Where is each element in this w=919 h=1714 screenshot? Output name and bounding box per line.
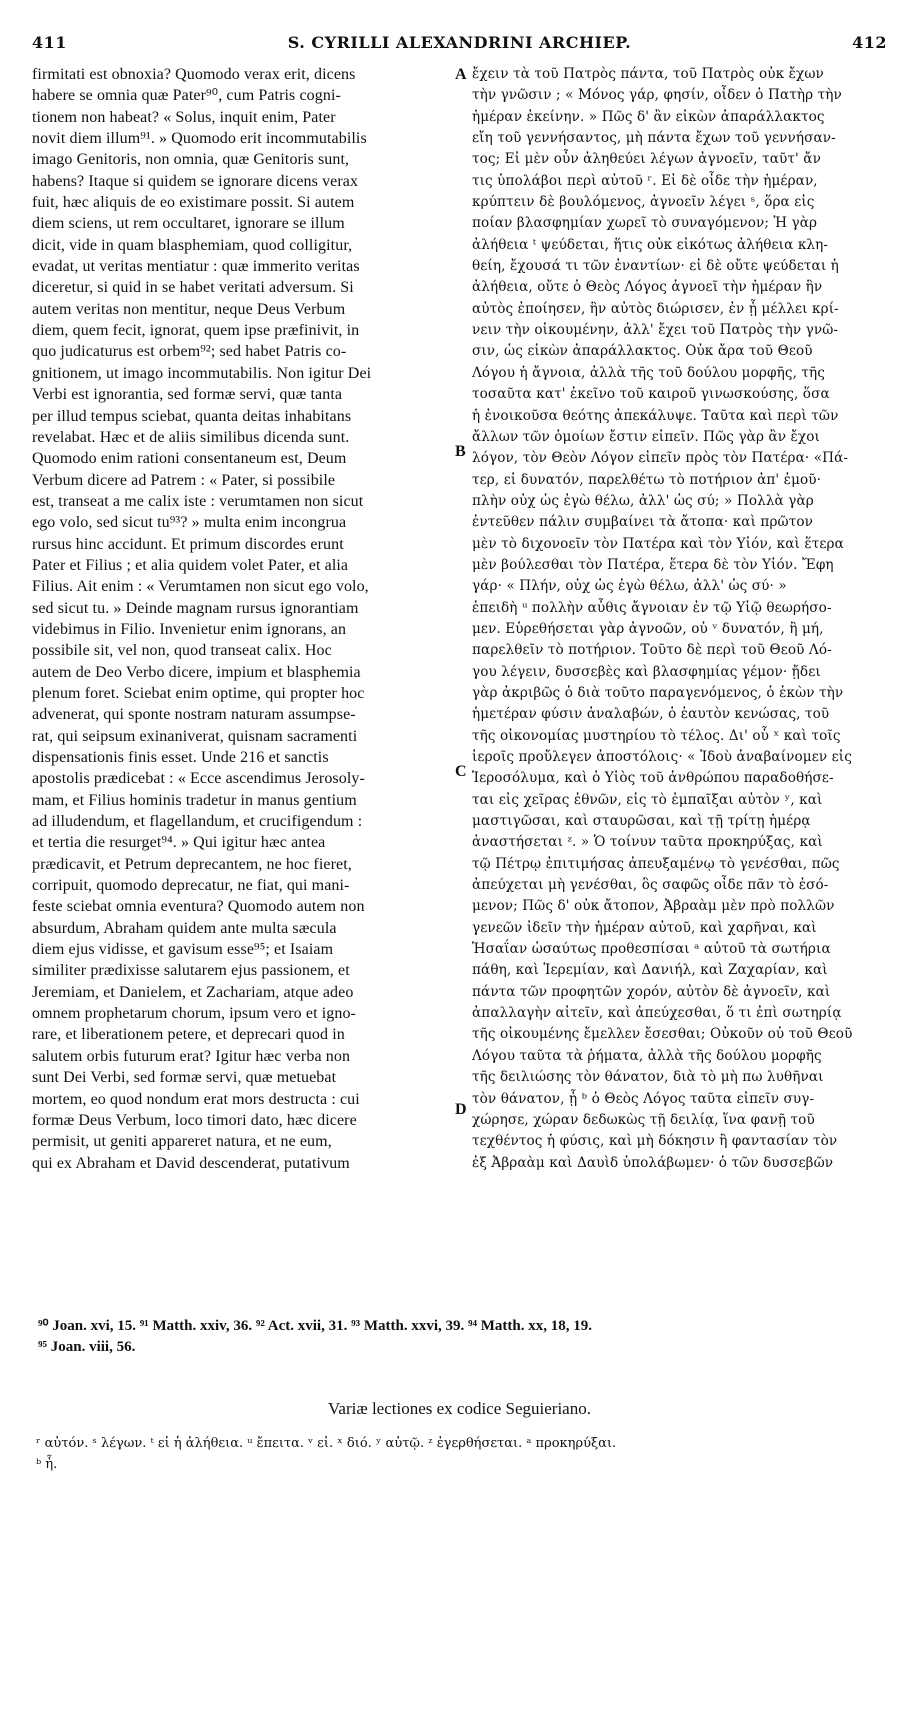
latin-text-line: mortem, eo quod nondum erat mors destructa : cui <box>32 1090 360 1108</box>
greek-text-line: τὸν θάνατον, ᾗ ᵇ ὁ Θεὸς Λόγος ταῦτα εἰπεῖν συγ- <box>472 1090 815 1107</box>
greek-text-line: γενεῶν ἰδεῖν τὴν ἡμέραν αὐτοῦ, καὶ χαρῆναι, καὶ <box>472 919 817 936</box>
greek-text-line: νειν τὴν οἰκουμένην, ἀλλ' ἔχει τοῦ Πατρὸς τὴν γνῶ- <box>472 322 839 339</box>
greek-text-line: ἀπεύχεται μὴ γενέσθαι, ὃς σαφῶς οἶδε πᾶν τὸ ἐσό- <box>472 877 829 894</box>
greek-text-line: ἀλήθεια, οὔτε ὁ Θεὸς Λόγος ἀγνοεῖ τὴν ἡμέραν ἣν <box>472 279 823 296</box>
latin-text-line: feste sciebat omnia eventura? Quomodo autem non <box>32 898 365 916</box>
greek-text-line: γὰρ ἀκριβῶς ὁ διὰ τοῦτο παραγενόμενος, ὁ ἑκὼν τὴν <box>472 684 844 701</box>
latin-text-line: diem ejus vidisse, et gavisum esse⁹⁵; et Isaiam <box>32 941 334 959</box>
latin-text-line: corripuit, quomodo deprecatur, ne fiat, qui mani- <box>32 877 350 895</box>
greek-text-line: μὲν βούλεσθαι τὸν Πατέρα, ἕτερα δὲ τὸν Υἱόν. Ἔφη <box>472 556 834 573</box>
greek-text-line: μενον; Πῶς δ' οὐκ ἄτοπον, Ἀβραὰμ μὲν πρὸ πολλῶν <box>472 898 835 915</box>
greek-text-line: τῆς οἰκονομίας μυστηρίου τὸ τέλος. Δι' οὗ ˣ καὶ τοῖς <box>472 727 841 744</box>
latin-text-line: ego volo, sed sicut tu⁹³? » multa enim incongrua <box>32 514 347 532</box>
greek-text-line: τῆς οἰκουμένης ἔμελλεν ἔσεσθαι; Οὐκοῦν οὐ τοῦ Θεοῦ <box>472 1026 853 1043</box>
page-number-right: 412 <box>852 33 887 52</box>
greek-text-line: ἔχειν τὰ τοῦ Πατρὸς πάντα, τοῦ Πατρὸς οὐκ ἔχων <box>472 66 824 82</box>
greek-text-line: παρελθεῖν τὸ ποτήριον. Τοῦτο δὲ περὶ τοῦ Θεοῦ Λό- <box>472 642 832 659</box>
greek-text-line: ἐντεῦθεν πάλιν συμβαίνει τὰ ἄτοπα· καὶ πρῶτον <box>472 514 814 531</box>
latin-text-line: rursus hinc accidunt. Et primum discordes erunt <box>32 535 344 553</box>
latin-text-line: evadat, ut veritas mentiatur : quæ immerito veritas <box>32 258 360 276</box>
greek-text-line: λόγον, τὸν Θεὸν Λόγον εἰπεῖν πρὸς τὸν Πατέρα· «Πά- <box>472 450 849 467</box>
greek-text-line: χώρησε, χώραν δεδωκὼς τῇ δειλίᾳ, ἵνα φανῇ τοῦ <box>472 1111 815 1128</box>
latin-text-line: omnem prophetarum chorum, ipsum vero et igno- <box>32 1005 356 1023</box>
latin-text-line: advenerat, qui sponte nostram naturam assumpse- <box>32 706 356 724</box>
latin-text-line: sed sicut tu. » Deinde magnam rursus ignorantiam <box>32 599 359 617</box>
latin-text-line: videbimus in Filio. Invenietur enim ignorans, an <box>32 620 347 638</box>
latin-text-line: imago Genitoris, non omnia, quæ Genitoris sunt, <box>32 151 350 169</box>
greek-text-line: τῆς δειλιώσης τὸν θάνατον, διὰ τὸ μὴ πω λυθῆναι <box>472 1069 824 1086</box>
latin-text-line: rare, et liberationem petere, et deprecari quod in <box>32 1026 345 1044</box>
greek-text-line: πάθη, καὶ Ἱερεμίαν, καὶ Δανιήλ, καὶ Ζαχαρίαν, καὶ <box>472 962 828 979</box>
footnote-line: ⁹⁰ Joan. xvi, 15. ⁹¹ Matth. xxiv, 36. ⁹² Act. xvii, 31. ⁹³ Matth. xxvi, 39. ⁹⁴ Matth. xx, 18, 19. <box>38 1318 592 1334</box>
greek-text-line: γάρ· « Πλήν, οὐχ ὡς ἐγὼ θέλω, ἀλλ' ὡς σύ· » <box>472 578 787 595</box>
greek-text-line: πλὴν οὐχ ὡς ἐγὼ θέλω, ἀλλ' ὡς σύ; » Πολλὰ γὰρ <box>472 492 814 509</box>
greek-text-line: ποίαν βλασφημίαν χωρεῖ τὸ συναγόμενον; Ἡ γὰρ <box>472 215 818 232</box>
latin-text-line: Jeremiam, et Danielem, et Zachariam, atque adeo <box>32 983 354 1001</box>
latin-text-line: et tertia die resurget⁹⁴. » Qui igitur hæc antea <box>32 834 326 852</box>
greek-text-line: μαστιγῶσαι, καὶ σταυρῶσαι, καὶ τῇ τρίτῃ ἡμέρᾳ <box>472 813 811 830</box>
greek-text-line: σιν, ὡς εἰκὼν ἀπαράλλακτος. Οὐκ ἄρα τοῦ Θεοῦ <box>472 343 813 360</box>
margin-letter-d: D <box>455 1101 467 1118</box>
latin-text-line: novit diem illum⁹¹. » Quomodo erit incommutabilis <box>32 130 367 148</box>
greek-text-line: μὲν τὸ διχονοεῖν τὸν Πατέρα καὶ τὸν Υἱόν, καὶ ἕτερα <box>472 535 844 552</box>
greek-text-line: ἐπειδὴ ᵘ πολλὴν αὖθις ἄγνοιαν ἐν τῷ Υἱῷ θεωρήσο- <box>472 599 832 616</box>
latin-text-line: dispensationis finis esset. Unde 216 et sanctis <box>32 749 329 766</box>
margin-letter-a: A <box>455 66 467 83</box>
latin-text-line: dicit, vide in quam blasphemiam, quod colligitur, <box>32 236 353 254</box>
footnote-references <box>38 1316 888 1358</box>
greek-text-line: ἡ ἐνοικοῦσα θεότης ἀπεκάλυψε. Ταῦτα καὶ περὶ τῶν <box>472 407 839 424</box>
greek-text-line: Ἡσαΐαν ὡσαύτως προθεσπίσαι ᵃ αὐτοῦ τὰ σωτήρια <box>472 941 831 958</box>
latin-text-line: fuit, hæc aliquis de eo existimare possit. Si autem <box>32 194 355 212</box>
greek-text-line: ἐξ Ἀβραὰμ καὶ Δαυὶδ ὑπολάβωμεν· ὁ τῶν δυσσεβῶν <box>472 1154 834 1171</box>
greek-text-line: τος; Εἰ μὲν οὖν ἀληθεύει λέγων ἀγνοεῖν, ταῦτ' ἄν <box>472 151 821 168</box>
greek-text-line: ἡμέραν ἐκείνην. » Πῶς δ' ἂν εἰκὼν ἀπαράλλακτος <box>472 108 825 125</box>
greek-text-line: ἡμετέραν φύσιν ἀναλαβών, ὁ ἑαυτὸν κενώσας, τοῦ <box>472 706 830 723</box>
latin-text-line: gnitionem, ut imago incommutabilis. Non igitur Dei <box>32 364 372 382</box>
greek-text-line: Ἱεροσόλυμα, καὶ ὁ Υἱὸς τοῦ ἀνθρώπου παραδοθήσε- <box>472 770 834 787</box>
greek-text-line: τοσαῦτα κατ' ἐκεῖνο τοῦ καιροῦ γινωσκούσης, ὅσα <box>472 386 830 403</box>
greek-text-line: αὐτὸς ἐποίησεν, ἣν αὐτὸς διώρισεν, ἐν ᾗ μέλλει κρί- <box>472 300 839 317</box>
latin-text-line: diceretur, si quid in se habet veritati adversum. Si <box>32 279 354 297</box>
latin-text-line: Filius. Ait enim : « Verumtamen non sicut ego volo, <box>32 578 369 596</box>
variae-lectiones-title: Variæ lectiones ex codice Seguieriano. <box>328 1399 591 1418</box>
latin-text-line: est, transeat a me calix iste : verumtamen non sicut <box>32 492 364 510</box>
greek-text-line: ται εἰς χεῖρας ἐθνῶν, εἰς τὸ ἐμπαῖξαι αὐτὸν ʸ, καὶ <box>472 791 823 808</box>
margin-letter-c: C <box>455 763 467 780</box>
latin-text-line: habere se omnia quæ Pater⁹⁰, cum Patris cogni- <box>32 87 341 105</box>
latin-text-line: ad illudendum, et flagellandum, et crucifigendum : <box>32 813 363 831</box>
greek-text-line: γου λέγειν, δυσσεβὲς καὶ βλασφημίας γέμον· ᾔδει <box>472 663 821 680</box>
greek-text-line: ἀπαλλαγὴν αἰτεῖν, καὶ ἀπεύχεσθαι, ὅ τι ἐπὶ σωτηρίᾳ <box>472 1005 842 1022</box>
latin-text-line: Pater et Filius ; et alia quidem volet Pater, et alia <box>32 556 349 574</box>
latin-text-line: similiter prædixisse salutarem ejus passionem, et <box>32 962 350 980</box>
latin-text-line: firmitati est obnoxia? Quomodo verax erit, dicens <box>32 66 356 83</box>
greek-text-line: τερ, εἰ δυνατόν, παρελθέτω τὸ ποτήριον ἀπ' ἐμοῦ· <box>472 471 822 488</box>
latin-text-line: salutem orbis futurum erat? Igitur hæc verba non <box>32 1047 351 1065</box>
latin-text-line: Quomodo enim rationi consentaneum est, Deum <box>32 450 347 468</box>
latin-text-line: mam, et Filius hominis tradetur in manus gentium <box>32 791 357 809</box>
latin-text-line: autem de Deo Verbo dicere, impium et blasphemia <box>32 663 361 681</box>
greek-text-line: μεν. Εὑρεθήσεται γὰρ ἀγνοῶν, οὐ ᵛ δυνατόν, ἢ μή, <box>472 620 824 637</box>
latin-text-line: formæ Deus Verbum, loco timori dato, hæc dicere <box>32 1111 357 1129</box>
greek-text-line: πάντα τῶν προφητῶν χορόν, αὐτὸν δὲ ἀγνοεῖν, καὶ <box>472 983 831 1000</box>
greek-text-line: ἄλλων τῶν ὁμοίων ἔστιν εἰπεῖν. Πῶς γὰρ ἂν ἔχοι <box>472 428 820 445</box>
latin-text-line: per illud tempus sciebat, quanta deitas inhabitans <box>32 407 352 425</box>
latin-text-line: autem veritas non mentitur, neque Deus Verbum <box>32 300 346 318</box>
latin-text-line: quo judicaturus est orbem⁹²; sed habet Patris co- <box>32 343 347 361</box>
latin-text-line: permisit, ut geniti appareret natura, et ne eum, <box>32 1133 332 1151</box>
greek-text-line: ἀναστήσεται ᶻ. » Ὁ τοίνυν ταῦτα προκηρύξας, καὶ <box>472 834 823 851</box>
page-header <box>32 33 887 57</box>
latin-text-line: qui ex Abraham et David descenderat, putativum <box>32 1154 350 1172</box>
greek-text-line: θείη, ἔχουσά τι τῶν ἐναντίων· εἰ δὲ οὔτε ψεύδεται ἡ <box>472 258 839 275</box>
latin-text-line: possibile sit, vel non, quod transeat calix. Hoc <box>32 642 332 660</box>
variae-lectiones <box>36 1433 886 1475</box>
margin-letter-b: B <box>455 443 466 460</box>
greek-text-line: τις ὑπολάβοι περὶ αὐτοῦ ʳ. Εἰ δὲ οἶδε τὴν ἡμέραν, <box>472 172 818 189</box>
latin-text-line: Verbum dicere ad Patrem : « Pater, si possibile <box>32 471 336 489</box>
greek-text-line: ἀλήθεια ᵗ ψεύδεται, ἥτις οὐκ εἰκότως ἀλήθεια κλη- <box>472 236 829 253</box>
variae-line: ʳ αὐτόν. ˢ λέγων. ᵗ εἰ ἡ ἀλήθεια. ᵘ ἔπειτα. ᵛ εἰ. ˣ διό. ʸ αὐτῷ. ᶻ ἐγερθήσεται. ᵃ προκηρύξαι. <box>36 1436 617 1451</box>
variae-line: ᵇ ἧ. <box>36 1457 58 1472</box>
greek-text-line: Λόγου ἡ ἄγνοια, ἀλλὰ τῆς τοῦ δούλου μορφῆς, τῆς <box>472 364 825 381</box>
latin-text-line: diem, quem fecit, ignorat, quem ipse præfinivit, in <box>32 322 360 340</box>
latin-text-line: prædicavit, et Petrum deprecantem, ne hoc fieret, <box>32 855 352 873</box>
latin-text-line: apostolis prædicebat : « Ecce ascendimus Jerosoly- <box>32 770 365 788</box>
latin-text-line: Verbi est ignorantia, sed formæ servi, quæ tanta <box>32 386 343 404</box>
greek-text-line: εἴη τοῦ γεννήσαντος, μὴ πάντα ἔχων τοῦ γεννήσαν- <box>472 130 836 147</box>
page-number-left: 411 <box>32 33 67 52</box>
latin-text-line: revelabat. Hæc et de aliis similibus dicenda sunt. <box>32 428 350 446</box>
latin-text-line: rat, qui seipsum exinaniverat, quisnam sacramenti <box>32 727 358 745</box>
latin-text-line: tionem non habeat? « Solus, inquit enim, Pater <box>32 108 336 126</box>
latin-text-line: plenum foret. Sciebat enim optime, qui propter hoc <box>32 684 365 702</box>
footnote-line: ⁹⁵ Joan. viii, 56. <box>38 1339 136 1355</box>
latin-text-line: absurdum, Abraham quidem ante multa sæcula <box>32 919 337 937</box>
greek-text-line: τὴν γνῶσιν ; « Μόνος γάρ, φησίν, οἶδεν ὁ Πατὴρ τὴν <box>472 87 842 104</box>
greek-text-line: ἱεροῖς προὔλεγεν ἀποστόλοις· « Ἰδοὺ ἀναβαίνομεν εἰς <box>472 749 852 765</box>
latin-text-line: diem sciens, ut rem occultaret, ignorare se illum <box>32 215 345 233</box>
greek-text-line: κρύπτειν δὲ βουλόμενος, ἀγνοεῖν λέγει ˢ, ὅρα εἰς <box>472 194 815 211</box>
greek-text-line: τῷ Πέτρῳ ἐπιτιμήσας ἀπευξαμένῳ τὸ γενέσθαι, πῶς <box>472 855 840 872</box>
latin-text-line: sunt Dei Verbi, sed formæ servi, quæ metuebat <box>32 1069 337 1087</box>
greek-text-line: τεχθέντος ἡ φύσις, καὶ μὴ δόκησιν ἢ φαντασίαν τὸν <box>472 1133 838 1150</box>
latin-text-line: habens? Itaque si quidem se ignorare dicens verax <box>32 172 359 190</box>
running-title: S. CYRILLI ALEXANDRINI ARCHIEP. <box>287 33 632 52</box>
greek-text-line: Λόγου ταῦτα τὰ ῥήματα, ἀλλὰ τῆς δούλου μορφῆς <box>472 1047 822 1064</box>
